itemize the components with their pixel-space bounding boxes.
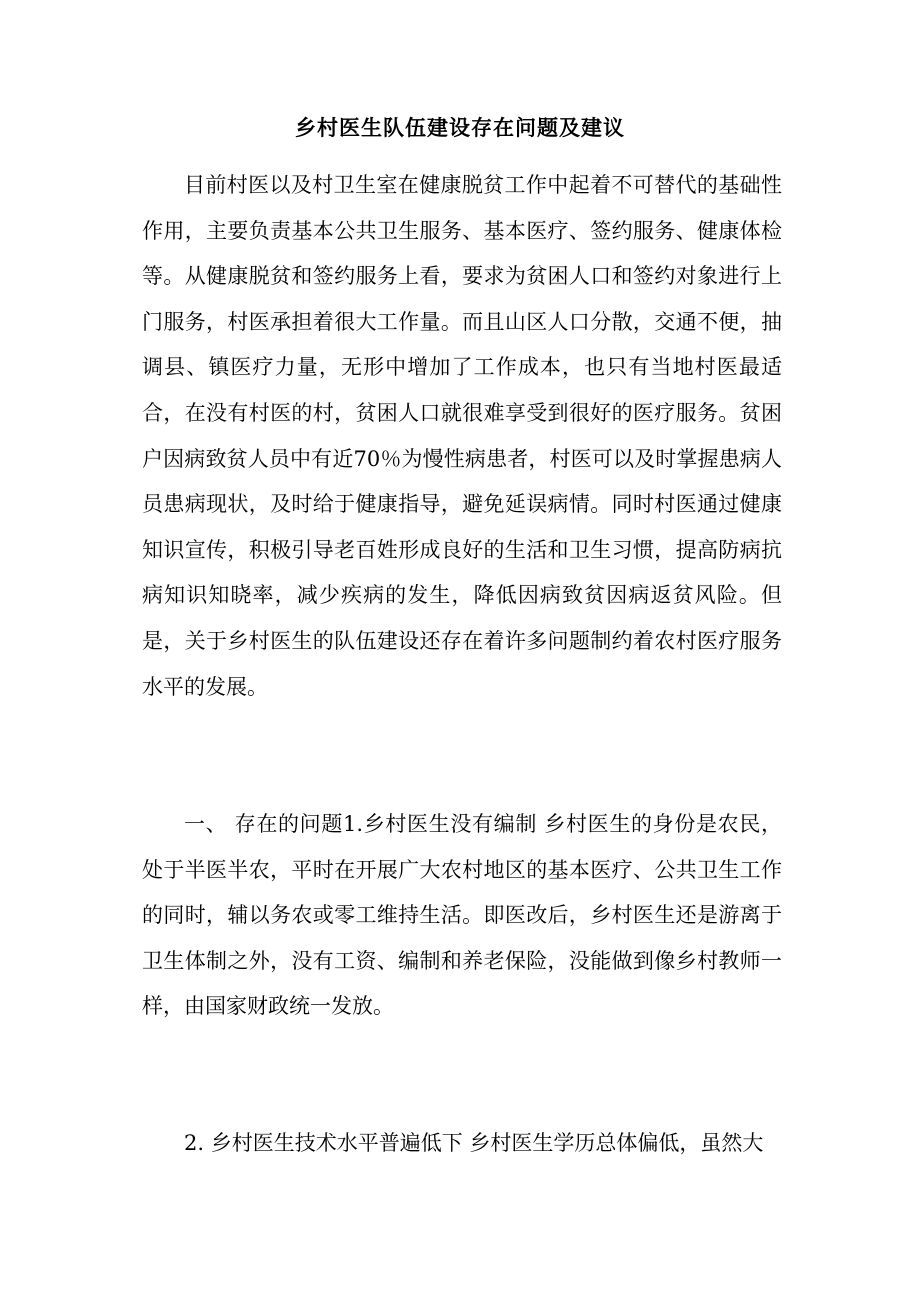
paragraph-problem-1: 一、 存在的问题1.乡村医生没有编制 乡村医生的身份是农民，处于半医半农，平时在开展广大农村地区的基本医疗、公共卫生工作的同时，辅以务农或零工维持生活。即医改后，乡村医生还是游离于卫生体制之外，没有工资、编制和养老保险，没能做到像乡村教师一样，由国家财政统一发放。 (142, 812, 782, 1019)
paragraph-problem-2: 2. 乡村医生技术水平普遍低下 乡村医生学历总体偏低，虽然大 (184, 1131, 764, 1155)
paragraph-intro: 目前村医以及村卫生室在健康脱贫工作中起着不可替代的基础性作用，主要负责基本公共卫生服务、基本医疗、签约服务、健康体检等。从健康脱贫和签约服务上看，要求为贫困人口和签约对象进行上门服务，村医承担着很大工作量。而且山区人口分散，交通不便，抽调县、镇医疗力量，无形中增加了工作成本，也只有当地村医最适合，在没有村医的村，贫困人口就很难享受到很好的医疗服务。贫困户因病致贫人员中有近70％为慢性病患者，村医可以及时掌握患病人员患病现状，及时给于健康指导，避免延误病情。同时村医通过健康知识宣传，积极引导老百姓形成良好的生活和卫生习惯，提高防病抗病知识知晓率，减少疾病的发生，降低因病致贫因病返贫风险。但是，关于乡村医生的队伍建设还存在着许多问题制约着农村医疗服务水平的发展。 (142, 173, 782, 699)
document-title: 乡村医生队伍建设存在问题及建议 (295, 115, 625, 140)
